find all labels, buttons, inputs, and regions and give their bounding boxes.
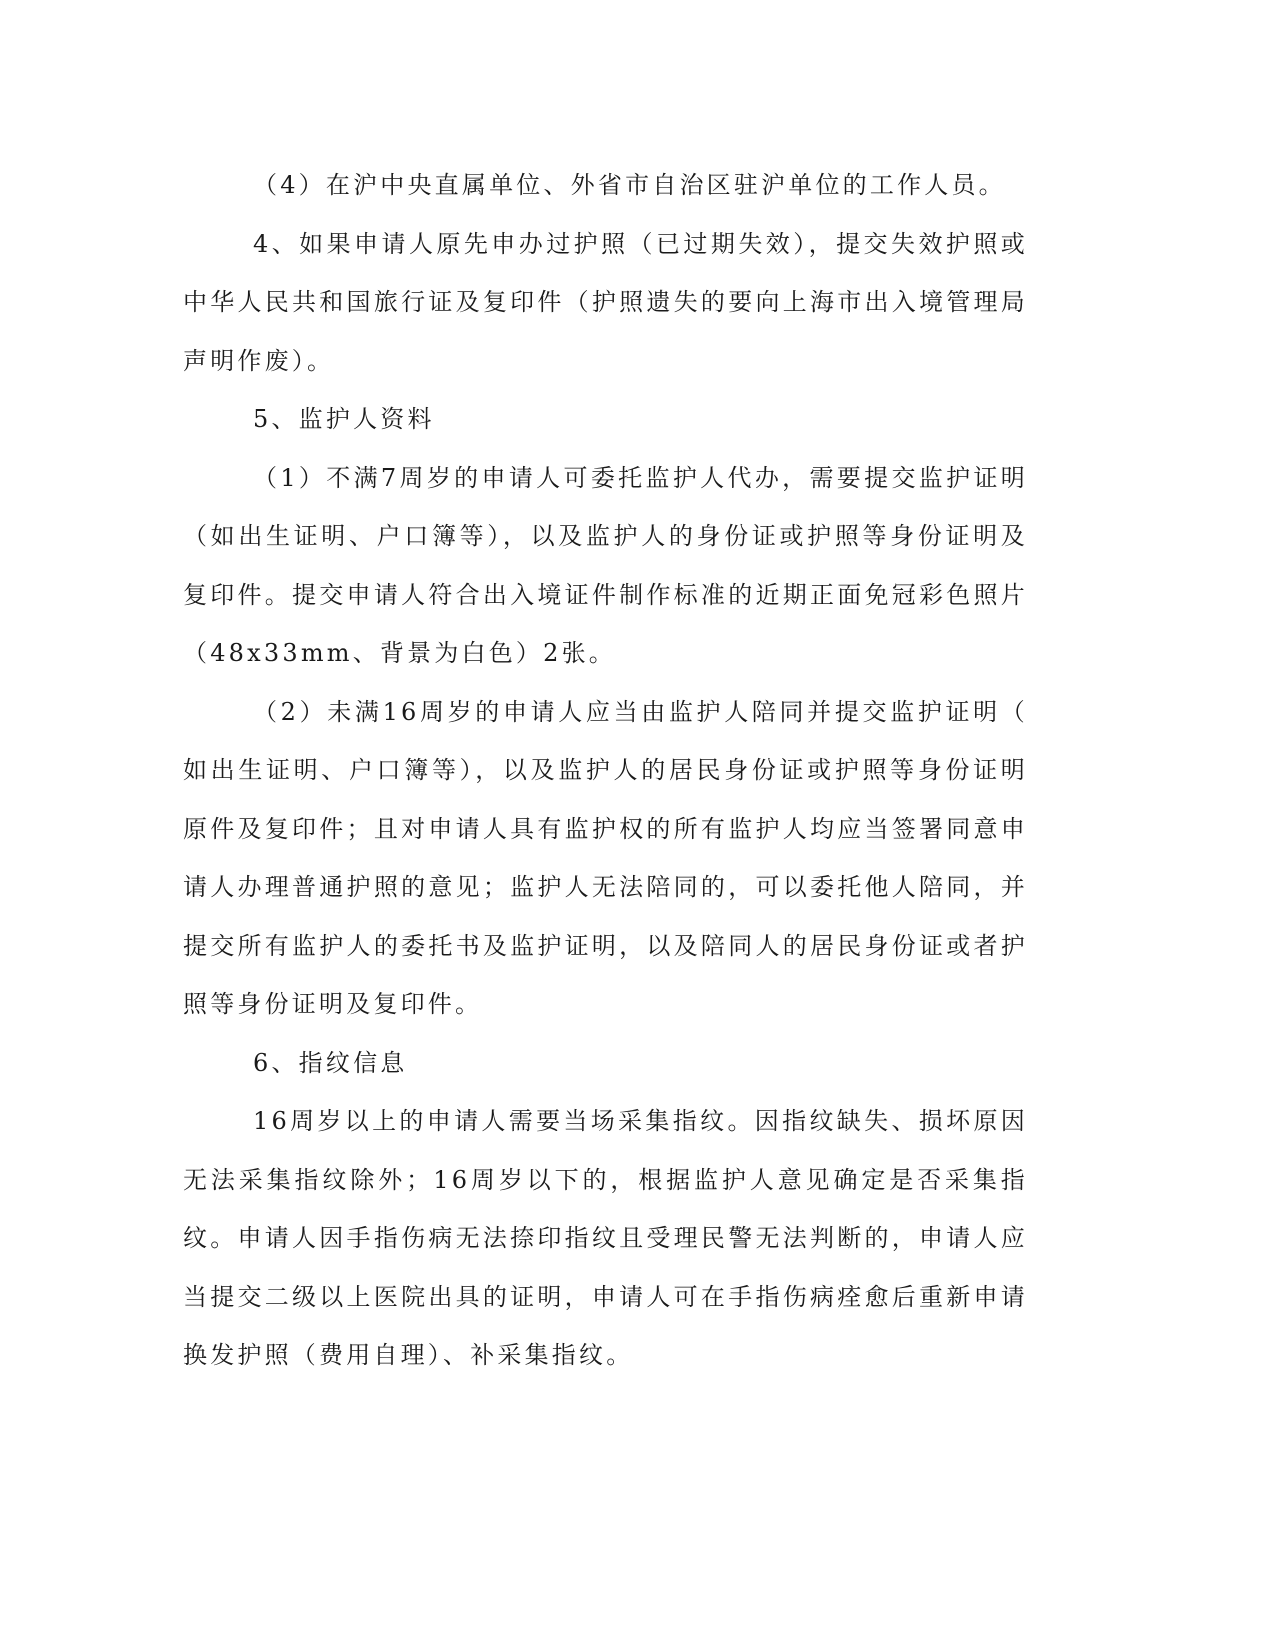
- paragraph-guardian-under-16: （2）未满16周岁的申请人应当由监护人陪同并提交监护证明（如出生证明、户口簿等），以及监护人的居民身份证或护照等身份证明原件及复印件；且对申请人具有监护权的所有监护人均应当签署同意申请人办理普通护照的意见；监护人无法陪同的，可以委托他人陪同，并提交所有监护人的委托书及监护证明，以及陪同人的居民身份证或者护照等身份证明及复印件。: [183, 697, 1028, 1018]
- paragraph-item-4-central-units: （4）在沪中央直属单位、外省市自治区驻沪单位的工作人员。: [253, 171, 1006, 199]
- paragraph-fingerprint-collection: 16周岁以上的申请人需要当场采集指纹。因指纹缺失、损坏原因无法采集指纹除外；16周岁以下的，根据监护人意见确定是否采集指纹。申请人因手指伤病无法捺印指纹且受理民警无法判断的，申请人应当提交二级以上医院出具的证明，申请人可在手指伤病痊愈后重新申请换发护照（费用自理）、补采集指纹。: [183, 1107, 1028, 1369]
- section-heading-fingerprint-info: 6、指纹信息: [253, 1048, 408, 1077]
- paragraph-guardian-under-7: （1）不满7周岁的申请人可委托监护人代办，需要提交监护证明（如出生证明、户口簿等），以及监护人的身份证或护照等身份证明及复印件。提交申请人符合出入境证件制作标准的近期正面免冠彩色照片（48x33mm、背景为白色）2张。: [183, 463, 1028, 667]
- document-body: [183, 156, 1028, 1385]
- paragraph-section-4-expired-passport: 4、如果申请人原先申办过护照（已过期失效），提交失效护照或中华人民共和国旅行证及复印件（护照遗失的要向上海市出入境管理局声明作废）。: [183, 229, 1028, 375]
- section-heading-guardian-materials: 5、监护人资料: [253, 405, 435, 433]
